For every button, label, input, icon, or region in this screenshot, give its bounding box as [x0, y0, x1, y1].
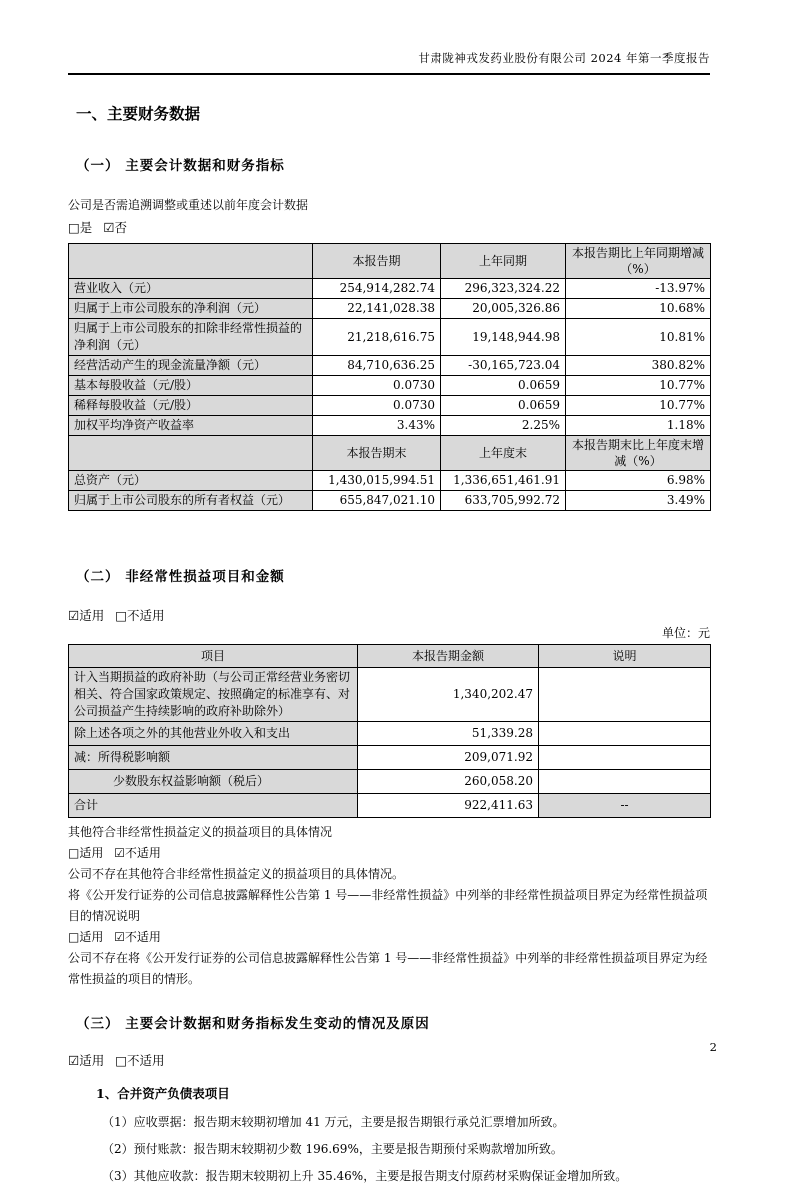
metric-label: 营业收入（元） — [69, 279, 313, 299]
item-amount: 1,340,202.47 — [358, 668, 539, 722]
header-cell-amount: 本报告期金额 — [358, 645, 539, 668]
header-cell-prior-period: 上年同期 — [441, 244, 566, 279]
metric-value-prior: 20,005,326.86 — [441, 299, 566, 319]
reclassification-title: 将《公开发行证券的公司信息披露解释性公告第 1 号——非经常性损益》中列举的非经常性损益项目界定为经常性损益项目的情况说明 — [68, 888, 708, 923]
header-cell-current-period: 本报告期 — [313, 244, 441, 279]
metric-value-prior: 19,148,944.98 — [441, 319, 566, 356]
table-row — [69, 356, 711, 376]
table-header-row — [69, 244, 711, 279]
item-label: 计入当期损益的政府补助（与公司正常经营业务密切相关、符合国家政策规定、按照确定的标准享有、对公司损益产生持续影响的政府补助除外） — [69, 668, 358, 722]
table-row — [69, 319, 711, 356]
metric-value-current: 0.0730 — [313, 396, 441, 416]
metric-label: 基本每股收益（元/股） — [69, 376, 313, 396]
document-header — [68, 50, 710, 75]
table-row — [69, 746, 711, 770]
section-1-title: 一、主要财务数据 — [76, 104, 201, 123]
total-note: -- — [539, 794, 711, 818]
metric-value-current: 1,430,015,994.51 — [313, 471, 441, 491]
header-title: 甘肃陇神戎发药业股份有限公司 2024 年第一季度报告 — [418, 51, 710, 65]
checkbox-not-applicable: □不适用 — [115, 608, 165, 623]
item-label: 减：所得税影响额 — [69, 746, 358, 770]
metric-value-current: 84,710,636.25 — [313, 356, 441, 376]
header-cell-blank — [69, 244, 313, 279]
header-cell-blank — [69, 436, 313, 471]
metric-value-prior: 2.25% — [441, 416, 566, 436]
restatement-answer — [68, 219, 710, 236]
header-cell-change: 本报告期比上年同期增减（%） — [566, 244, 711, 279]
metric-value-current: 3.43% — [313, 416, 441, 436]
other-items-statement: 公司不存在其他符合非经常性损益定义的损益项目的具体情况。 — [68, 867, 405, 881]
balance-sheet-items-title: 1、合并资产负债表项目 — [96, 1086, 230, 1101]
metric-value-current: 21,218,616.75 — [313, 319, 441, 356]
table-row — [69, 396, 711, 416]
table-row — [69, 299, 711, 319]
table-row — [69, 279, 711, 299]
checkbox-applicable: ☑适用 — [68, 608, 105, 623]
metric-value-change: -13.97% — [566, 279, 711, 299]
table-row — [69, 471, 711, 491]
section-1-1-title: （一） 主要会计数据和财务指标 — [76, 158, 285, 174]
table-header-row — [69, 645, 711, 668]
non-recurring-items-table — [68, 644, 711, 818]
restatement-question: 公司是否需追溯调整或重述以前年度会计数据 — [68, 198, 309, 212]
metric-label: 归属于上市公司股东的扣除非经常性损益的净利润（元） — [69, 319, 313, 356]
metric-value-change: 10.77% — [566, 376, 711, 396]
reclassification-statement: 公司不存在将《公开发行证券的公司信息披露解释性公告第 1 号——非经常性损益》中列举的非经常性损益项目界定为经常性损益的项目的情形。 — [68, 951, 708, 986]
metric-value-change: 10.68% — [566, 299, 711, 319]
header-cell-note: 说明 — [539, 645, 711, 668]
checkbox-applicable: □适用 — [68, 930, 104, 944]
metric-label: 总资产（元） — [69, 471, 313, 491]
reclassification-applicability — [68, 927, 710, 948]
section-1-3-title: （三） 主要会计数据和财务指标发生变动的情况及原因 — [76, 1016, 430, 1032]
metric-value-prior: 1,336,651,461.91 — [441, 471, 566, 491]
checkbox-applicable: ☑适用 — [68, 1053, 105, 1068]
item-note — [539, 770, 711, 794]
header-cell-change-end: 本报告期末比上年度末增减（%） — [566, 436, 711, 471]
table-row — [69, 491, 711, 511]
change-item: （2）预付账款：报告期末较期初少数 196.69%，主要是报告期预付采购款增加所致。 — [102, 1142, 563, 1156]
unit-label: 单位：元 — [661, 626, 710, 640]
metric-value-current: 254,914,282.74 — [313, 279, 441, 299]
metric-label: 经营活动产生的现金流量净额（元） — [69, 356, 313, 376]
item-label: 少数股东权益影响额（税后） — [69, 770, 358, 794]
other-items-title: 其他符合非经常性损益定义的损益项目的具体情况 — [68, 825, 333, 839]
header-cell-item: 项目 — [69, 645, 358, 668]
metric-value-change: 6.98% — [566, 471, 711, 491]
metric-value-prior: 0.0659 — [441, 396, 566, 416]
checkbox-not-applicable: ☑不适用 — [114, 846, 161, 860]
metric-value-prior: 0.0659 — [441, 376, 566, 396]
other-items-applicability — [68, 843, 710, 864]
change-item: （3）其他应收款：报告期末较期初上升 35.46%，主要是报告期支付原药材采购保证金增加所致。 — [102, 1169, 628, 1183]
key-financials-table — [68, 243, 711, 511]
checkbox-not-applicable: □不适用 — [115, 1053, 165, 1068]
item-note — [539, 722, 711, 746]
total-label: 合计 — [69, 794, 358, 818]
header-cell-period-end: 本报告期末 — [313, 436, 441, 471]
table-header-row-period-end — [69, 436, 711, 471]
table-row — [69, 668, 711, 722]
header-cell-prior-year-end: 上年度末 — [441, 436, 566, 471]
change-item: （1）应收票据：报告期末较期初增加 41 万元，主要是报告期银行承兑汇票增加所致。 — [102, 1115, 565, 1129]
applicability-line — [68, 607, 710, 624]
table-total-row — [69, 794, 711, 818]
metric-value-current: 655,847,021.10 — [313, 491, 441, 511]
total-amount: 922,411.63 — [358, 794, 539, 818]
metric-value-change: 3.49% — [566, 491, 711, 511]
checkbox-not-applicable: ☑不适用 — [114, 930, 161, 944]
metric-value-current: 22,141,028.38 — [313, 299, 441, 319]
metric-value-change: 1.18% — [566, 416, 711, 436]
table-row — [69, 416, 711, 436]
item-amount: 260,058.20 — [358, 770, 539, 794]
item-amount: 51,339.28 — [358, 722, 539, 746]
metric-value-change: 380.82% — [566, 356, 711, 376]
metric-label: 加权平均净资产收益率 — [69, 416, 313, 436]
metric-value-prior: 296,323,324.22 — [441, 279, 566, 299]
changes-applicability — [68, 1052, 710, 1069]
metric-value-prior: 633,705,992.72 — [441, 491, 566, 511]
item-amount: 209,071.92 — [358, 746, 539, 770]
table-row — [69, 770, 711, 794]
metric-value-change: 10.81% — [566, 319, 711, 356]
metric-value-prior: -30,165,723.04 — [441, 356, 566, 376]
metric-value-change: 10.77% — [566, 396, 711, 416]
checkbox-applicable: □适用 — [68, 846, 104, 860]
checkbox-yes: □是 — [68, 220, 93, 235]
metric-label: 归属于上市公司股东的净利润（元） — [69, 299, 313, 319]
table-row — [69, 376, 711, 396]
item-note — [539, 746, 711, 770]
metric-label: 稀释每股收益（元/股） — [69, 396, 313, 416]
item-note — [539, 668, 711, 722]
item-label: 除上述各项之外的其他营业外收入和支出 — [69, 722, 358, 746]
table-row — [69, 722, 711, 746]
page-number: 2 — [709, 1040, 717, 1054]
checkbox-no: ☑否 — [103, 220, 128, 235]
metric-value-current: 0.0730 — [313, 376, 441, 396]
metric-label: 归属于上市公司股东的所有者权益（元） — [69, 491, 313, 511]
section-1-2-title: （二） 非经常性损益项目和金额 — [76, 569, 285, 585]
